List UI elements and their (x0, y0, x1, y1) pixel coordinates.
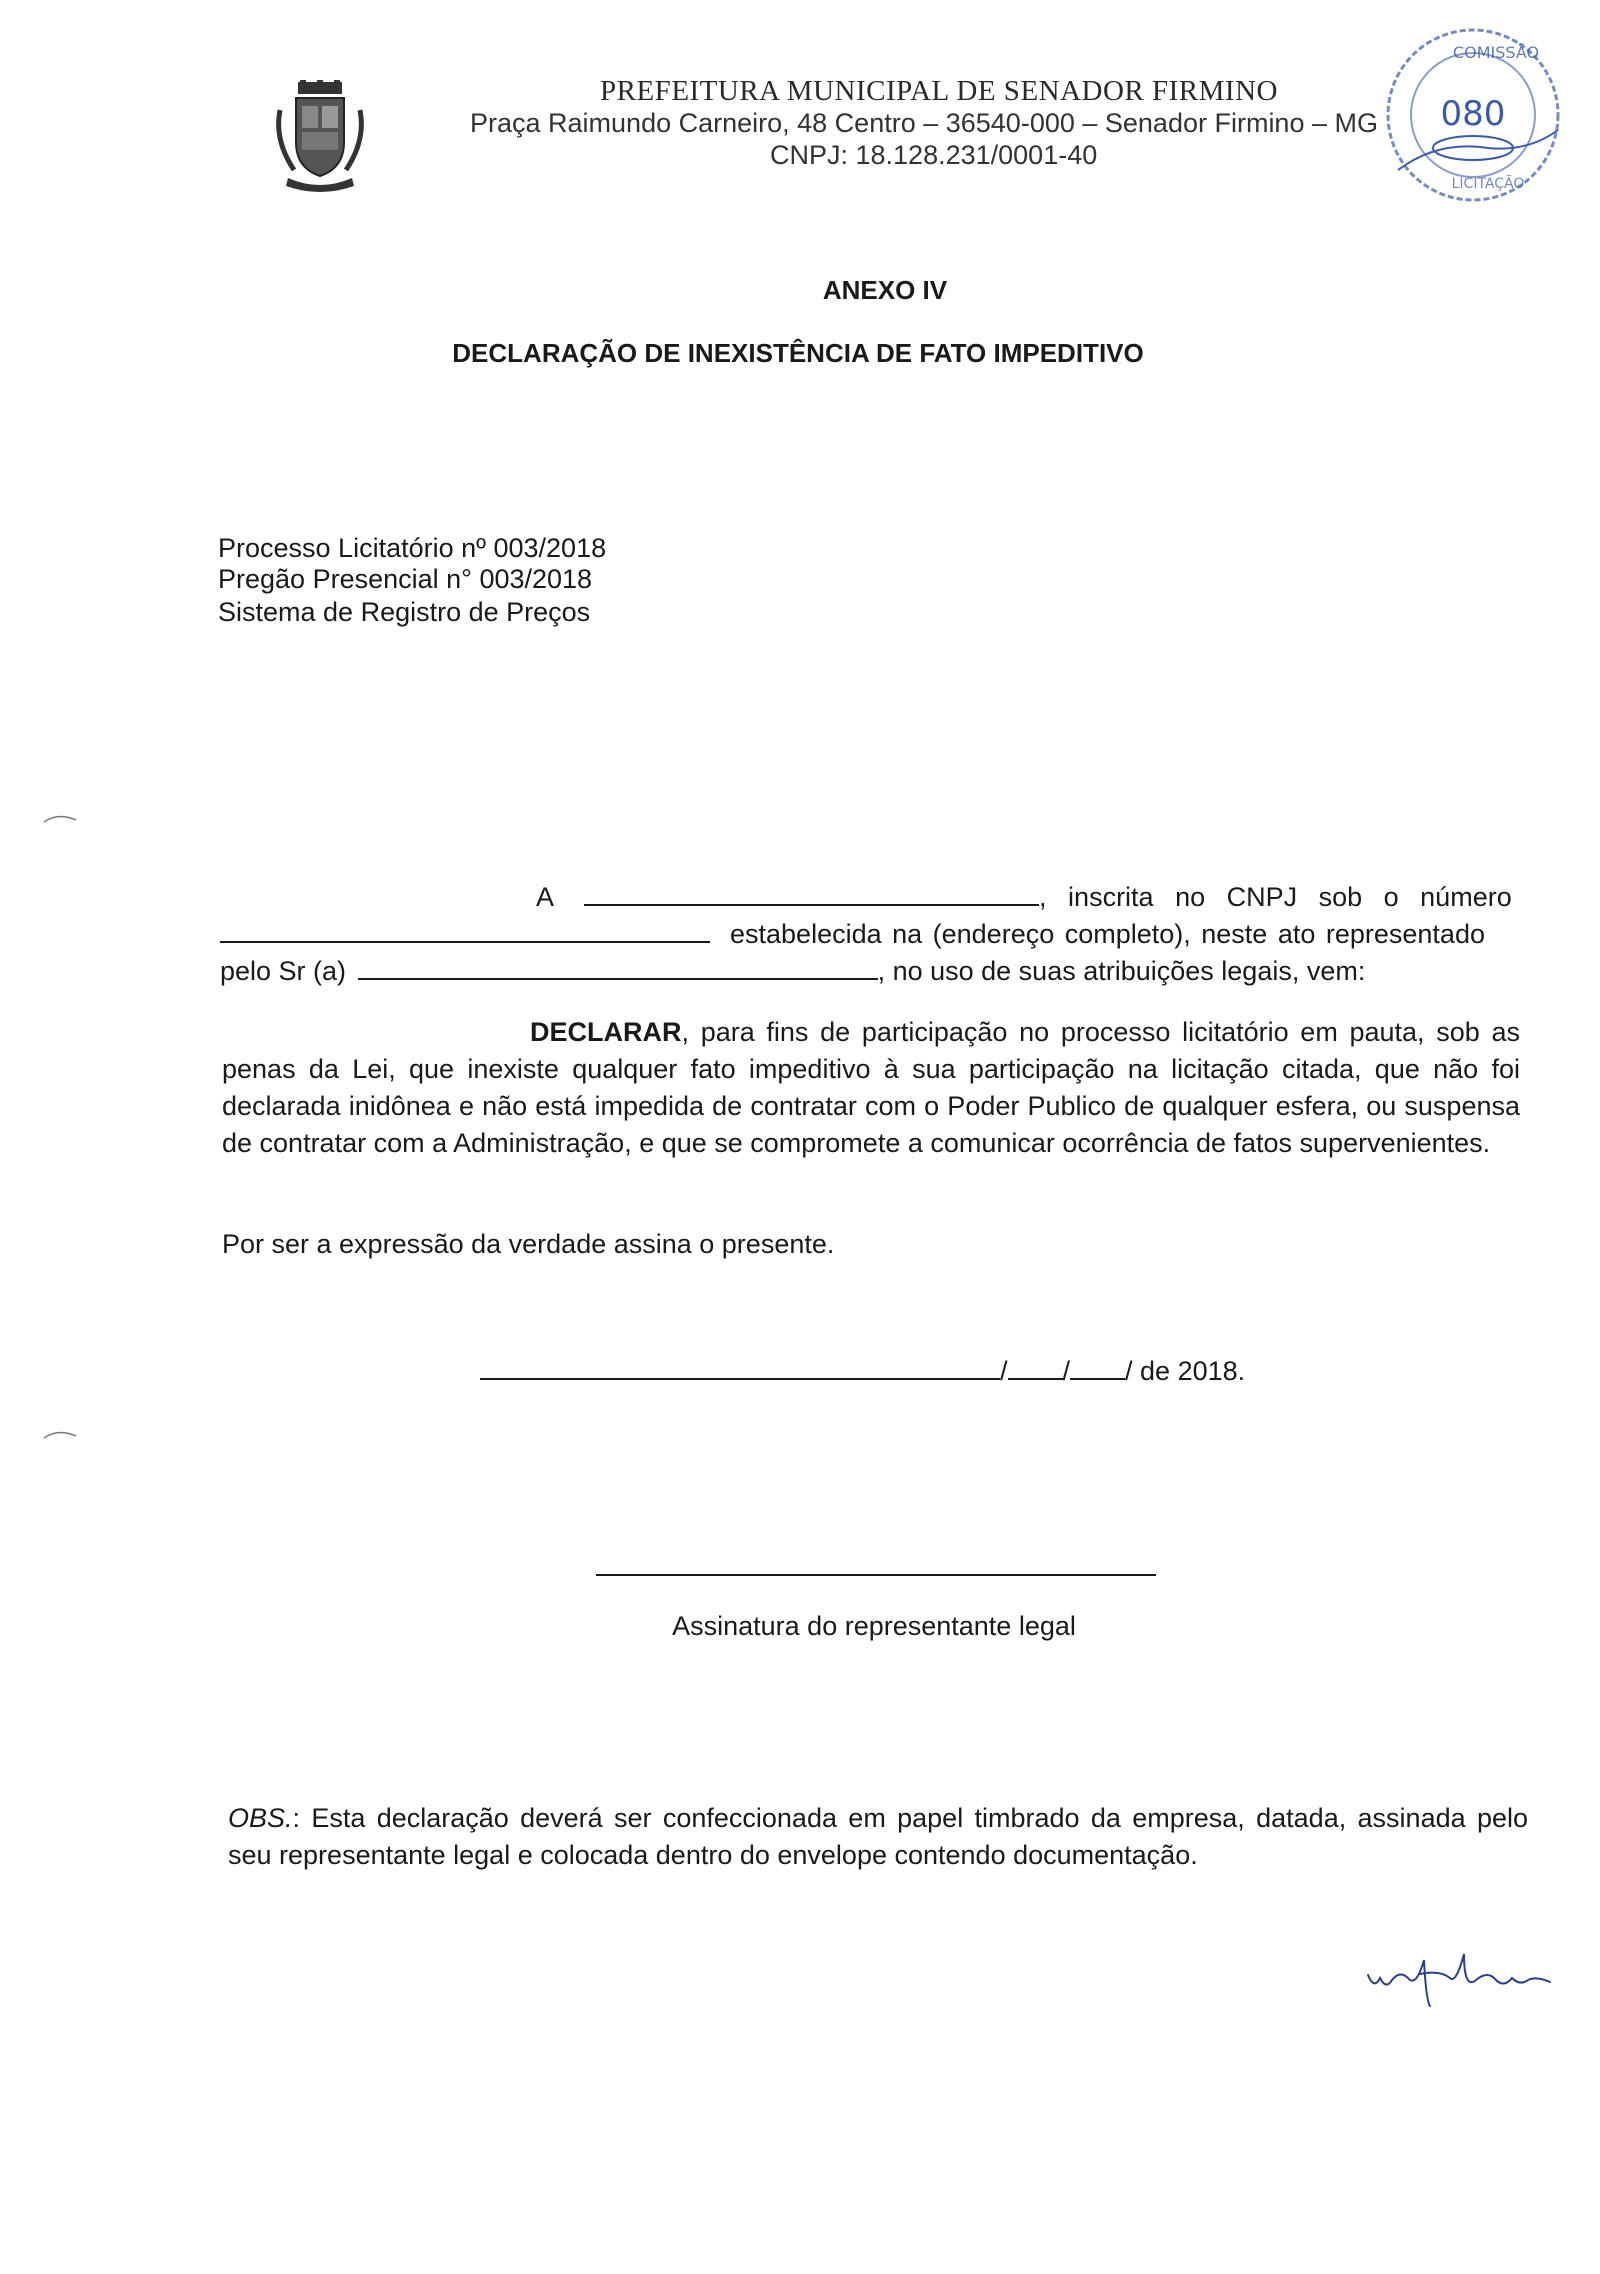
representative-name-field[interactable] (358, 952, 878, 980)
commission-stamp (1378, 20, 1568, 210)
cnpj-number-field[interactable] (220, 915, 710, 943)
annex-title: ANEXO IV (822, 275, 948, 305)
obs-text: : Esta declaração deverá ser confeccionada em papel timbrado da empresa, datada, assinada pelo seu representante legal e colocada dentro do envelope contendo documentação. (228, 1803, 1528, 1870)
margin-mark (42, 1428, 78, 1442)
closing-statement: Por ser a expressão da verdade assina o presente. (222, 1229, 835, 1259)
date-year-suffix: / de 2018. (1125, 1356, 1246, 1386)
letterhead-org: PREFEITURA MUNICIPAL DE SENADOR FIRMINO (600, 75, 1278, 107)
form-cnpj-text: , inscrita no CNPJ sob o número (1039, 882, 1512, 912)
date-separator: / (1062, 1356, 1071, 1386)
margin-mark (42, 812, 78, 826)
declaration-text: , para fins de participação no processo licitatório em pauta, sob as penas da Lei, que inexiste qualquer fato impeditivo à sua participação na licitação citada, que não foi declarada inidônea e não está impedida de contratar com o Poder Publico de qualquer esfera, ou suspensa de contratar com a Administração, e que se compromete a comunicar ocorrência de fatos supervenientes. (222, 1017, 1520, 1158)
process-info (218, 530, 606, 631)
handwritten-initials (1360, 1940, 1560, 2010)
process-number: Processo Licitatório nº 003/2018 (218, 533, 607, 563)
obs-label: OBS. (228, 1803, 293, 1833)
signature-line[interactable] (596, 1574, 1156, 1576)
document-title: DECLARAÇÃO DE INEXISTÊNCIA DE FATO IMPEDITIVO (452, 338, 1144, 368)
form-a-label: A (536, 882, 553, 912)
form-line-company (536, 878, 1520, 916)
company-name-field[interactable] (584, 878, 1039, 906)
form-line-address (220, 915, 1520, 953)
form-rep-label: pelo Sr (a) (220, 956, 347, 986)
municipal-coat-of-arms-icon (270, 80, 370, 195)
form-line-representative (220, 952, 1365, 990)
signature-label: Assinatura do representante legal (672, 1611, 1076, 1641)
month-field[interactable] (1070, 1352, 1125, 1380)
letterhead-address: Praça Raimundo Carneiro, 48 Centro – 36540-000 – Senador Firmino – MG (470, 108, 1378, 138)
letterhead-cnpj: CNPJ: 18.128.231/0001-40 (770, 140, 1098, 170)
day-field[interactable] (1008, 1352, 1063, 1380)
registry-system: Sistema de Registro de Preços (218, 597, 591, 627)
stamp-top-text: COMISSÃO (1452, 43, 1540, 62)
date-line (480, 1352, 1245, 1390)
pregao-number: Pregão Presencial n° 003/2018 (218, 564, 593, 594)
form-address-text: estabelecida na (endereço completo), neste ato representado (730, 919, 1485, 949)
form-rep-text: , no uso de suas atribuições legais, vem: (877, 956, 1366, 986)
declaration-paragraph (222, 1014, 1520, 1162)
stamp-bottom-text: LICITAÇÃO (1451, 176, 1525, 192)
obs-note (228, 1800, 1528, 1874)
place-field[interactable] (480, 1352, 1000, 1380)
stamp-number: 080 (1440, 94, 1506, 134)
date-separator: / (1000, 1356, 1008, 1386)
declaration-keyword: DECLARAR (530, 1017, 682, 1047)
